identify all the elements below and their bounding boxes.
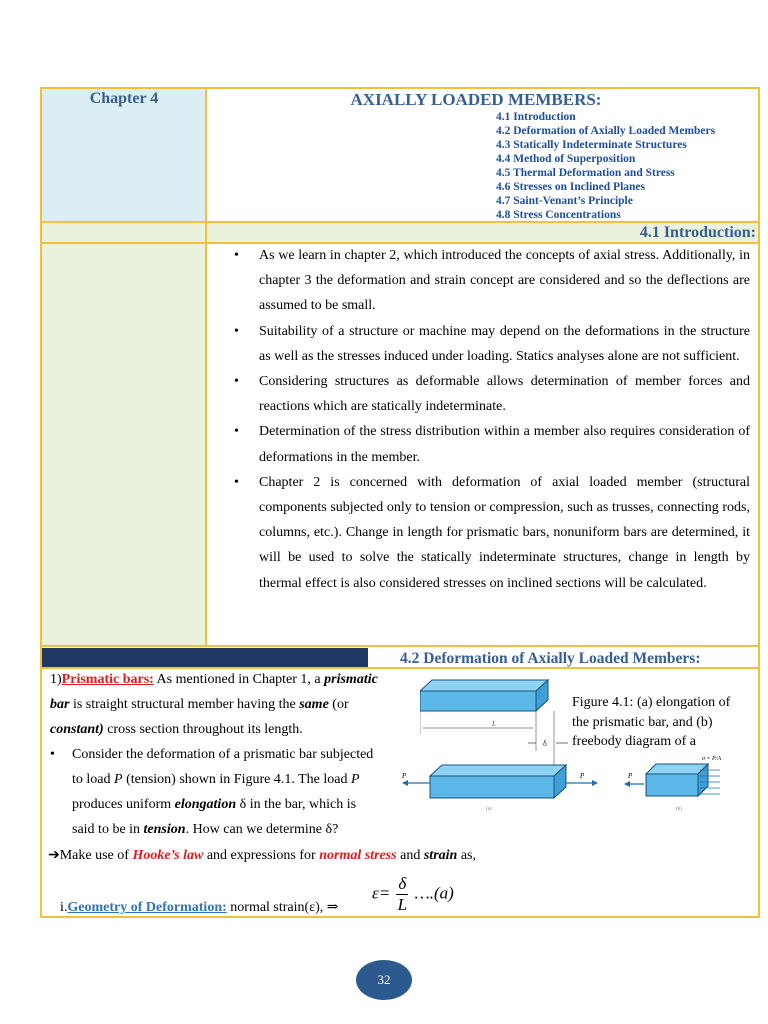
label-sigma: σ = P/A <box>702 756 722 762</box>
toc-item: 4.5 Thermal Deformation and Stress <box>496 167 675 179</box>
formula-tail: ….(a) <box>414 883 454 903</box>
toc-item: 4.1 Introduction <box>496 111 576 123</box>
list-item: • Considering structures as deformable allows determination of member forces and reactions which are statically indeterminate. <box>234 374 750 415</box>
label-delta: δ <box>543 739 547 748</box>
toc-item: 4.3 Statically Indeterminate Structures <box>496 139 687 151</box>
list-item: • Suitability of a structure or machine may depend on the deformations in the structure as well as the stresses induced under loading. Statics analyses alone are not sufficient. <box>234 323 750 364</box>
toc-item: 4.4 Method of Superposition <box>496 153 636 165</box>
intro-heading: 4.1 Introduction: <box>639 224 756 241</box>
formula-lhs: ε= <box>372 883 391 903</box>
toc-item: 4.6 Stresses on Inclined Planes <box>496 181 645 193</box>
label-P-b: P <box>628 772 633 780</box>
toc-item: 4.2 Deformation of Axially Loaded Members <box>496 125 716 137</box>
formula-denominator: L <box>397 895 408 914</box>
page-frame <box>40 87 760 918</box>
chapter-title: AXIALLY LOADED MEMBERS: <box>350 90 602 109</box>
row-divider <box>40 667 760 669</box>
list-item: • As we learn in chapter 2, which introduced the concepts of axial stress. Additionally, in chapter 3 the deformation and strain concept are considered and so the deflections are assumed to be small. <box>234 248 750 314</box>
page-number: 32 <box>356 960 412 1000</box>
bullet-line: to load P (tension) shown in Figure 4.1. The load P <box>72 772 360 787</box>
para-line: 1)Prismatic bars: As mentioned in Chapter 1, a prismatic <box>50 672 378 687</box>
para-line: constant) cross section throughout its length. <box>50 722 303 737</box>
list-item: • Determination of the stress distribution within a member also requires consideration of deformations in the member. <box>234 424 750 465</box>
column-divider <box>205 88 207 646</box>
section-heading: 4.2 Deformation of Axially Loaded Members: <box>400 650 701 667</box>
row-divider <box>40 645 760 647</box>
row-divider <box>40 221 760 223</box>
bullet-line: said to be in tension. How can we determine δ? <box>72 822 339 837</box>
geometry-line: i.Geometry of Deformation: normal strain(ε), ⇒ <box>60 900 339 915</box>
toc-item: 4.7 Saint-Venant’s Principle <box>496 195 633 207</box>
row-divider <box>40 242 760 244</box>
label-P-right: P <box>580 772 585 780</box>
formula-numerator: δ <box>398 874 407 893</box>
bullet-line: Consider the deformation of a prismatic bar subjected <box>72 747 374 762</box>
list-item: • Chapter 2 is concerned with deformation of axial loaded member (structural components subjected only to tension or compression, such as trusses, connecting rods, columns, etc.). Change in length for prismatic bars, nonuniform bars are determined, it will be used to solve the statically indeterminate structures, change in length by thermal effect is also considered stresses on inclined sections will be calculated. <box>234 474 750 591</box>
bullet-dot: • <box>50 747 55 762</box>
toc-item: 4.8 Stress Concentrations <box>496 209 621 221</box>
figure-caption: Figure 4.1: (a) elongation of the prismatic bar, and (b) freebody diagram of a <box>572 695 731 749</box>
label-b: (b) <box>676 807 682 812</box>
hooke-line: ➔Make use of Hooke’s law and expressions for normal stress and strain as, <box>48 848 476 863</box>
para-line: bar is straight structural member having the same (or <box>50 697 349 712</box>
bullet-line: produces uniform elongation δ in the bar, which is <box>72 797 357 812</box>
chapter-label: Chapter 4 <box>89 90 159 107</box>
label-L: L <box>492 720 496 728</box>
label-a: (a) <box>486 807 492 812</box>
label-P-left: P <box>402 772 407 780</box>
